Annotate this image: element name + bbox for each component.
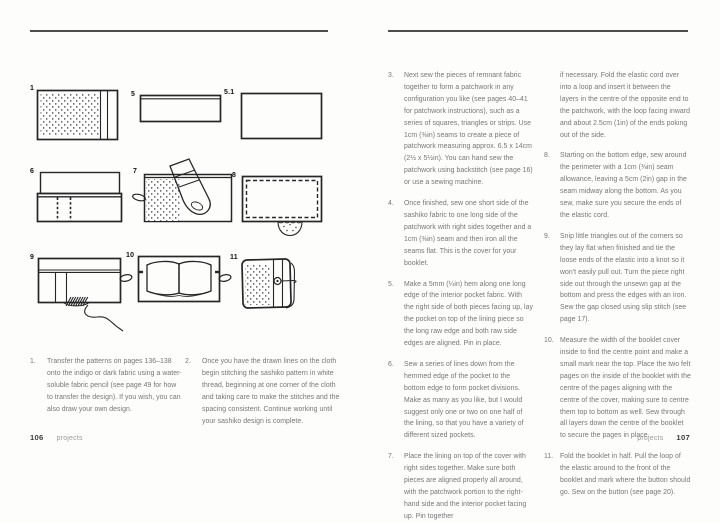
step-number: 9. <box>544 232 550 240</box>
figure-9-drawing <box>39 259 133 332</box>
figure-label-7: 7 <box>133 168 138 175</box>
step-number: 2. <box>185 358 191 365</box>
step-text: Starting on the bottom edge, sew around the perimeter with a 1cm (⅜in) seam allowance, leaving a 5cm (2in) gap in the seam midway along the bottom. As you sew, make sure you secure the ends of the elastic cord. <box>560 152 687 219</box>
step-text: if necessary. Fold the elastic cord over into a loop and insert it between the layers in the centre of the opposite end to the patchwork, with the loop facing inward and about 2.5cm (1in) of the ends poking out of the side. <box>560 72 691 139</box>
instruction-step <box>388 198 533 269</box>
step-number: 3. <box>388 72 394 79</box>
instruction-step <box>30 356 182 416</box>
figure-5-1-drawing <box>242 94 322 139</box>
figure-label-5: 5 <box>131 91 136 98</box>
right-page-top-rule <box>388 30 688 32</box>
instruction-step <box>544 150 691 221</box>
instruction-step <box>544 335 691 442</box>
sewing-thread <box>85 305 123 331</box>
instruction-step <box>388 359 533 442</box>
step-number: 6. <box>388 360 394 368</box>
step-number: 10. <box>544 337 554 345</box>
instruction-step <box>388 451 533 522</box>
instruction-step <box>388 70 533 189</box>
left-page-step-2-block <box>185 356 343 427</box>
whip-stitches <box>64 297 90 306</box>
figure-7-drawing <box>132 159 232 222</box>
figure-6-drawing <box>38 173 122 222</box>
step-number <box>544 70 560 141</box>
figure-label-10: 10 <box>126 252 135 259</box>
figure-label-11: 11 <box>230 254 238 261</box>
instruction-step <box>544 231 691 326</box>
figure-label-5-1: 5.1 <box>224 89 235 96</box>
step-text: Fold the booklet in half. Pull the loop of the elastic around to the front of the booklet and mark where the button should go. Sew on the button (see page 20). <box>560 453 691 496</box>
figure-label-9: 9 <box>30 254 35 261</box>
step-number: 5. <box>388 280 394 288</box>
step-text: Measure the width of the booklet cover inside to find the centre point and make a small mark near the top. Place the two felt pages on the inside of the booklet with the centre of the pages aligning with the centre of the cover, making sure to centre them top to bottom as well. Sew through all layers down the centre of the booklet to secure the pages in place. <box>560 337 691 440</box>
step-text: Transfer the patterns on pages 136–138 onto the indigo or dark fabric using a water-soluble fabric pencil (see page 49 for how to transfer the design). If you wish, you can also draw your own design. <box>47 358 182 413</box>
step-text: Next sew the pieces of remnant fabric together to form a patchwork in any configuration you like (see pages 40–41 for patchwork instructions), such as a series of squares, triangles or strips. Use 1cm (⅜in) seams to create a piece of patchwork measuring approx. 6.5 x 14cm (2½ x 5½in). You can hand sew the patchwork using backstitch (see page 16) or use a sewing machine. <box>404 72 533 187</box>
section-label: projects <box>56 435 83 442</box>
right-page-footer <box>637 433 690 442</box>
step-text: Once finished, sew one short side of the sashiko fabric to one long side of the patchwork with right sides together and a 1cm (⅜in) seam and then iron all the seams flat. This is the cover for your booklet. <box>404 200 532 267</box>
page-number: 107 <box>676 433 690 442</box>
figure-1-drawing <box>38 91 118 140</box>
step-number: 8. <box>544 152 550 160</box>
instruction-step <box>388 279 533 350</box>
instruction-step-continuation <box>544 70 691 141</box>
left-page-footer <box>30 433 83 442</box>
step-text: Once you have the drawn lines on the cloth begin stitching the sashiko pattern in white thread, beginning at one corner of the cloth and taking care to make the stitches and the spacing consistent. Continue working until your sashiko design is complete. <box>202 358 340 425</box>
figure-8-drawing <box>243 177 322 236</box>
figure-label-1: 1 <box>30 85 35 92</box>
step-number: 11. <box>544 453 554 461</box>
figure-11-drawing <box>242 259 296 308</box>
step-text: Sew a series of lines down from the hemmed edge of the pocket to the bottom edge to form pocket divisions. Make as many as you like, but I would suggest only one or two on one half of the lining, so that you have a variety of different sized pockets. <box>404 360 524 440</box>
step-number: 4. <box>388 200 394 208</box>
instruction-step <box>544 451 691 499</box>
instruction-step <box>185 356 343 427</box>
step-text: Snip little triangles out of the corners so they lay flat when finished and tie the loose ends of the elastic into a knot so it won't easily pull out. Turn the piece right side out through the unsewn gap at the bottom and press the edges with an iron. Sew the gap closed using slip stitch (see page 17). <box>560 232 687 324</box>
left-page-step-1-block <box>30 356 182 416</box>
step-number: 7. <box>388 453 394 461</box>
figure-label-6: 6 <box>30 168 35 175</box>
step-number: 1. <box>30 358 36 365</box>
step-text: Place the lining on top of the cover with right sides together. Make sure both pieces are aligned properly all around, with the patchwork portion to the right-hand side and the interior pocket facing up. Pin together <box>404 453 527 520</box>
section-label: projects <box>637 435 664 442</box>
figure-5-drawing <box>141 96 221 122</box>
step-text: Make a 5mm (¼in) hem along one long edge of the interior pocket fabric. With the right side of both pieces facing up, lay the pocket on top of the lining piece so the long raw edge and both raw side edges are aligned. Pin in place. <box>404 280 533 348</box>
figure-10-drawing <box>139 257 232 302</box>
figure-label-8: 8 <box>232 172 237 179</box>
page-number: 106 <box>30 433 44 442</box>
right-page-column-1 <box>388 70 533 523</box>
